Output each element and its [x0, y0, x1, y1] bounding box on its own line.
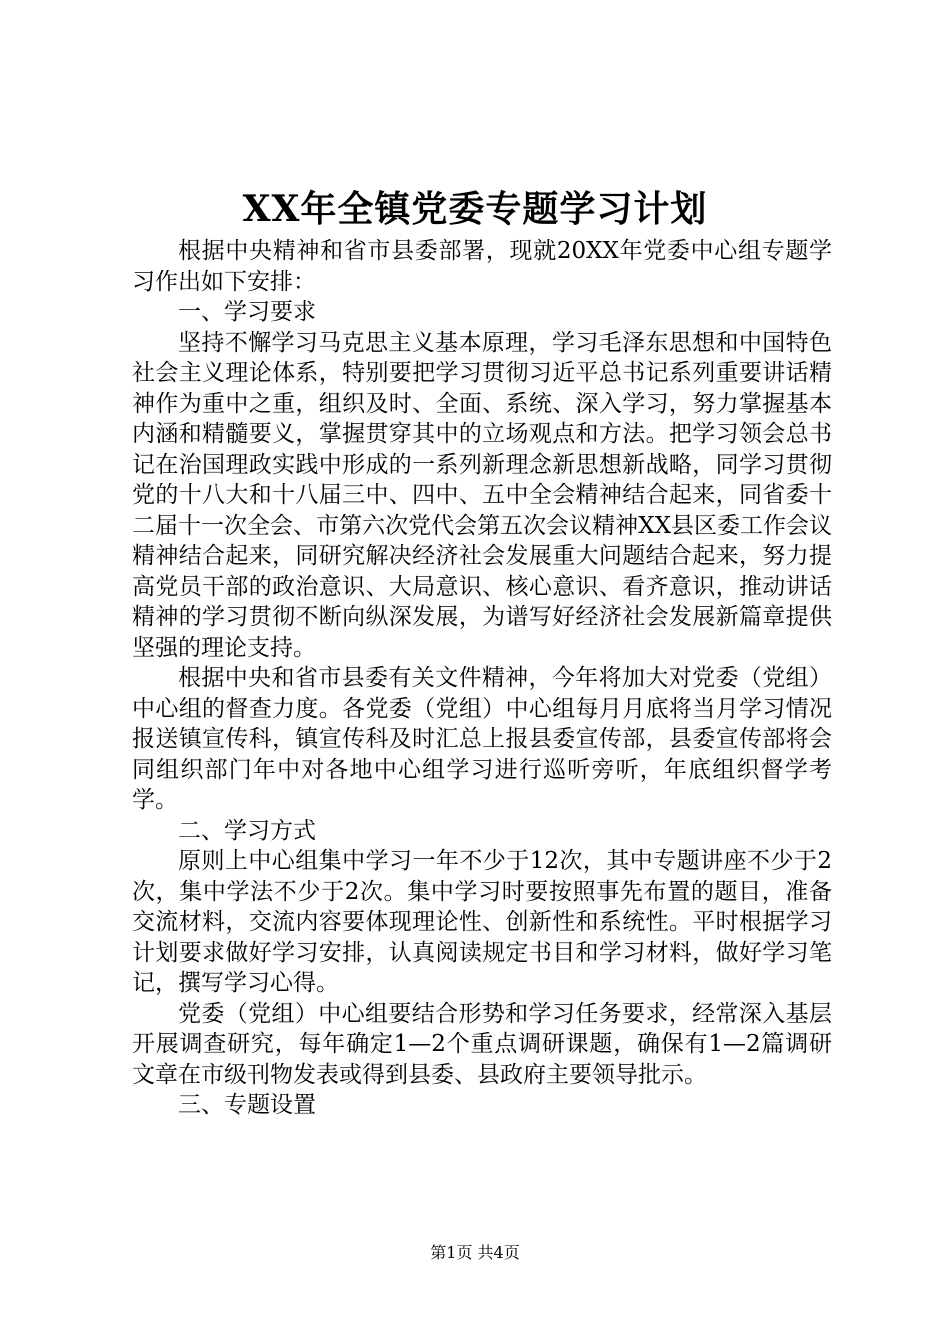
body-paragraph: 根据中央和省市县委有关文件精神，今年将加大对党委（党组）中心组的督查力度。各党委（党组）中心组每月月底将当月学习情况报送镇宣传科，镇宣传科及时汇总上报县委宣传部，县委宣传部将会同组织部门年中对各地中心组学习进行巡听旁听，年底组织督学考学。	[132, 665, 832, 813]
document-title: XX年全镇党委专题学习计划	[242, 188, 708, 230]
section-heading-2: 二、学习方式	[178, 817, 316, 844]
section-heading-3: 三、专题设置	[178, 1092, 316, 1118]
section-heading-1: 一、学习要求	[178, 299, 316, 325]
intro-paragraph: 根据中央精神和省市县委部署，现就20XX年党委中心组专题学习作出如下安排：	[132, 238, 832, 295]
document-body	[132, 236, 832, 1121]
body-paragraph: 原则上中心组集中学习一年不少于12次，其中专题讲座不少于2次，集中学法不少于2次。集中学习时要按照事先布置的题目，准备交流材料，交流内容要体现理论性、创新性和系统性。平时根据学习计划要求做好学习安排，认真阅读规定书目和学习材料，做好学习笔记，撰写学习心得。	[132, 848, 832, 996]
body-paragraph: 党委（党组）中心组要结合形势和学习任务要求，经常深入基层开展调查研究，每年确定1—2个重点调研课题，确保有1—2篇调研文章在市级刊物发表或得到县委、县政府主要领导批示。	[132, 1000, 832, 1088]
body-paragraph: 坚持不懈学习马克思主义基本原理，学习毛泽东思想和中国特色社会主义理论体系，特别要把学习贯彻习近平总书记系列重要讲话精神作为重中之重，组织及时、全面、系统、深入学习，努力掌握基本内涵和精髓要义，掌握贯穿其中的立场观点和方法。把学习领会总书记在治国理政实践中形成的一系列新理念新思想新战略，同学习贯彻党的十八大和十八届三中、四中、五中全会精神结合起来，同省委十二届十一次全会、市第六次党代会第五次会议精神XX县区委工作会议精神结合起来，同研究解决经济社会发展重大问题结合起来，努力提高党员干部的政治意识、大局意识、核心意识、看齐意识，推动讲话精神的学习贯彻不断向纵深发展，为谱写好经济社会发展新篇章提供坚强的理论支持。	[132, 329, 832, 661]
page-footer: 第1页 共4页	[430, 1243, 520, 1262]
